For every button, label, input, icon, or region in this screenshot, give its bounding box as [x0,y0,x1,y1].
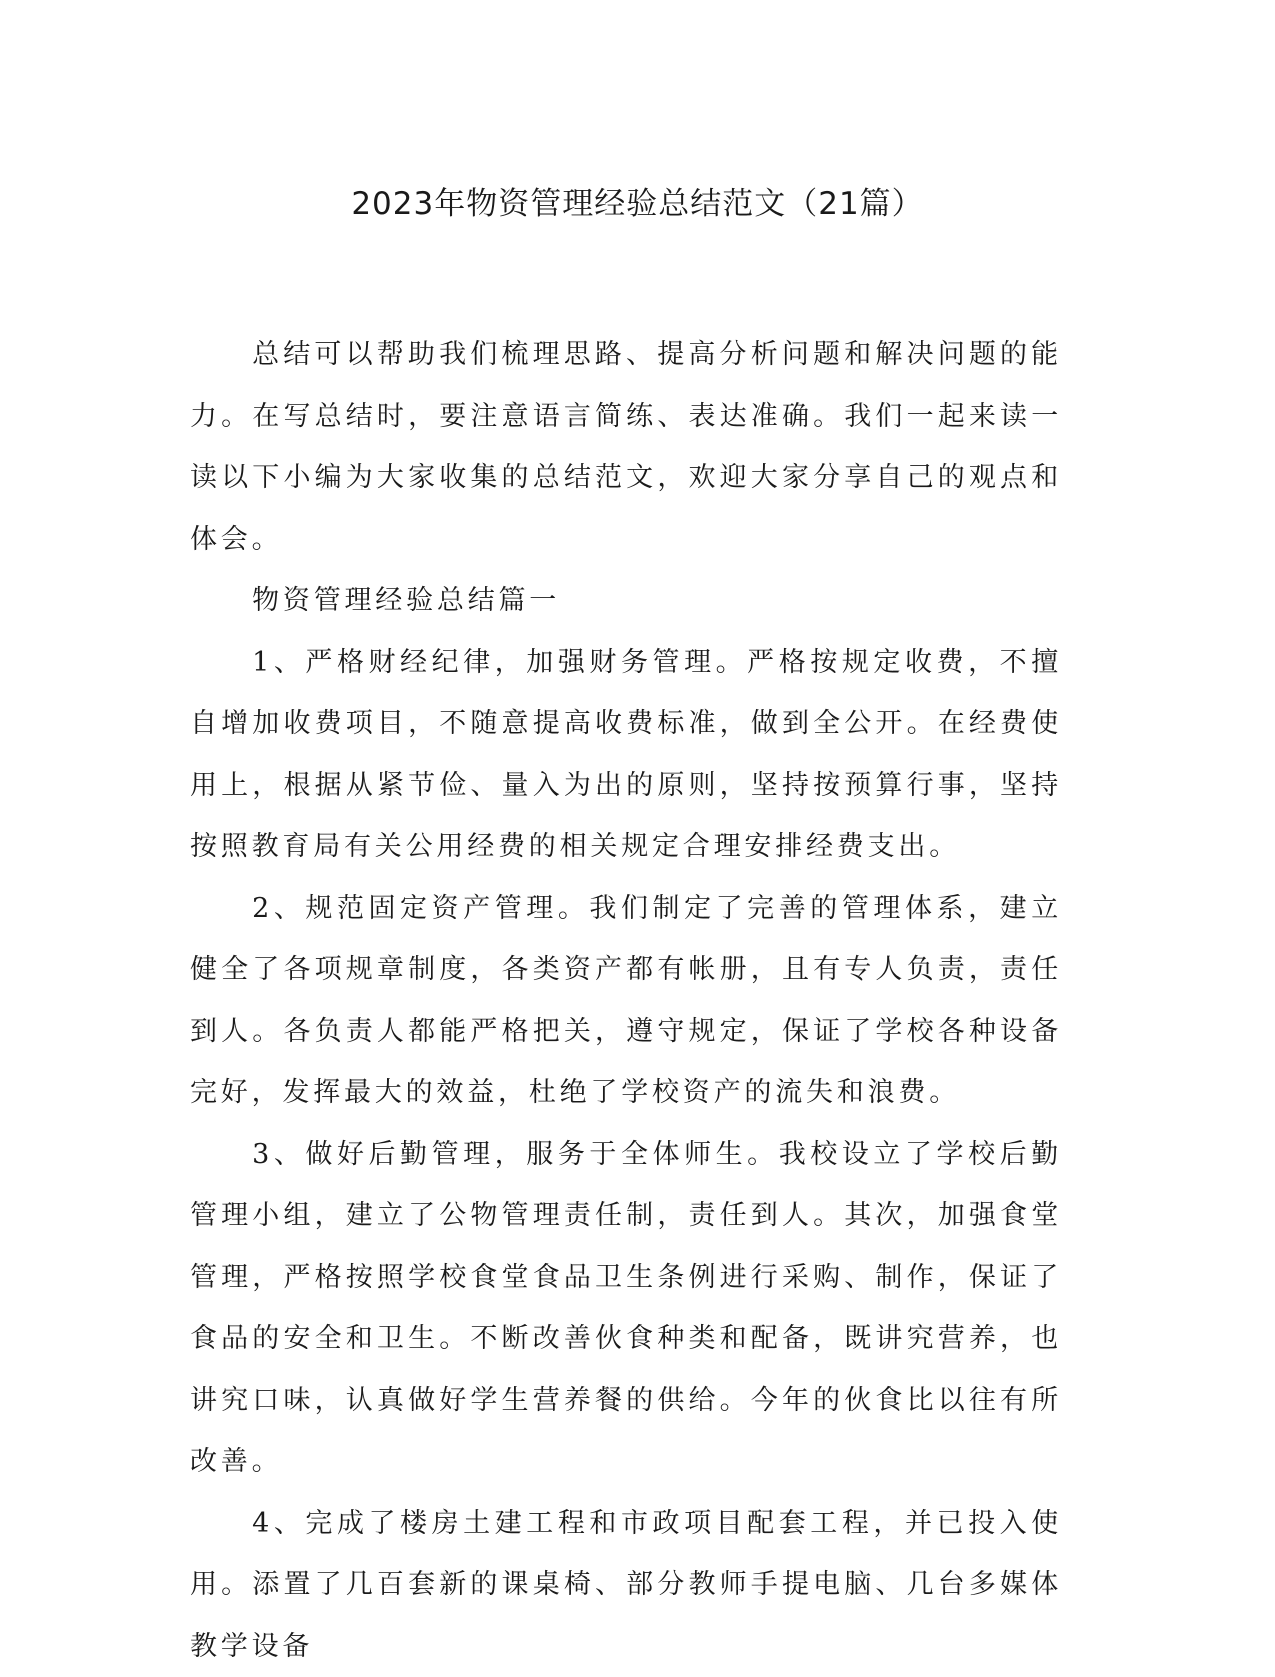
paragraph-intro: 总结可以帮助我们梳理思路、提高分析问题和解决问题的能力。在写总结时，要注意语言简练、表达准确。我们一起来读一读以下小编为大家收集的总结范文，欢迎大家分享自己的观点和体会。 [190,324,1062,570]
paragraph-item-4: 4、完成了楼房土建工程和市政项目配套工程，并已投入使用。添置了几百套新的课桌椅、部分教师手提电脑、几台多媒体教学设备 [190,1493,1062,1677]
paragraph-item-1: 1、严格财经纪律，加强财务管理。严格按规定收费，不擅自增加收费项目，不随意提高收费标准，做到全公开。在经费使用上，根据从紧节俭、量入为出的原则，坚持按预算行事，坚持按照教育局有关公用经费的相关规定合理安排经费支出。 [190,632,1062,878]
paragraph-item-2: 2、规范固定资产管理。我们制定了完善的管理体系，建立健全了各项规章制度，各类资产都有帐册，且有专人负责，责任到人。各负责人都能严格把关，遵守规定，保证了学校各种设备完好，发挥最大的效益，杜绝了学校资产的流失和浪费。 [190,878,1062,1124]
document-title: 2023年物资管理经验总结范文（21篇） [0,178,1275,230]
document-body [190,324,1062,1677]
section-heading: 物资管理经验总结篇一 [190,570,1062,632]
paragraph-item-3: 3、做好后勤管理，服务于全体师生。我校设立了学校后勤管理小组，建立了公物管理责任制，责任到人。其次，加强食堂管理，严格按照学校食堂食品卫生条例进行采购、制作，保证了食品的安全和卫生。不断改善伙食种类和配备，既讲究营养，也讲究口味，认真做好学生营养餐的供给。今年的伙食比以往有所改善。 [190,1124,1062,1493]
